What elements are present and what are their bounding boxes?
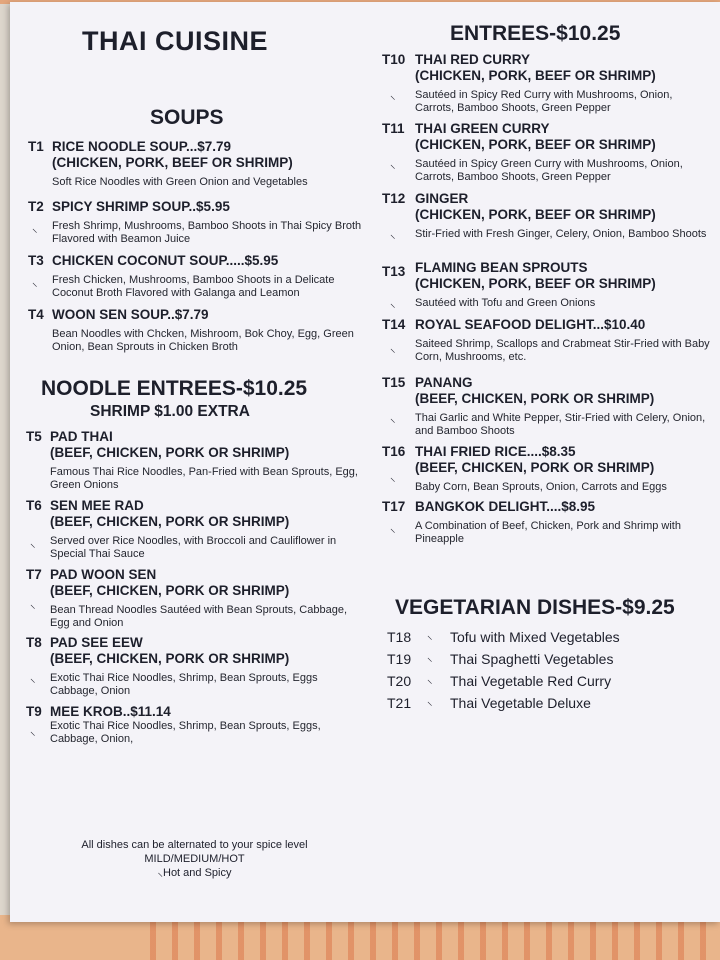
item-description: Sautéed in Spicy Red Curry with Mushrooms, Onion, Carrots, Bamboo Shoots, Green Pepper — [415, 89, 673, 114]
item-code: T18 — [387, 629, 412, 645]
item-options: (CHICKEN, PORK, BEEF OR SHRIMP) — [415, 276, 656, 291]
item-code: T5 — [26, 429, 42, 444]
item-name: THAI RED CURRY — [415, 52, 531, 67]
item-code: T12 — [382, 191, 406, 206]
item-description: Famous Thai Rice Noodles, Pan-Fried with Bean Sprouts, Egg, Green Onions — [50, 466, 358, 491]
chili-icon: ⸜ — [390, 298, 396, 310]
item-description: Exotic Thai Rice Noodles, Shrimp, Bean Sprouts, Eggs Cabbage, Onion — [50, 672, 318, 697]
menu-item-t11 — [382, 121, 712, 184]
chili-icon: ⸜ — [390, 413, 396, 425]
item-code: T3 — [28, 253, 44, 268]
menu-item-t14 — [382, 317, 712, 364]
menu-item-t4 — [28, 307, 358, 354]
item-name: SPICY SHRIMP SOUP..$5.95 — [52, 199, 230, 214]
item-name: GINGER — [415, 191, 469, 206]
item-name: PAD WOON SEN — [50, 567, 157, 582]
chili-icon: ⸜ — [427, 652, 433, 664]
item-description: Fresh Chicken, Mushrooms, Bamboo Shoots in a Delicate Coconut Broth Flavored with Galanga and Leamon — [52, 274, 335, 299]
chili-icon: ⸜ — [32, 223, 38, 235]
menu-item-t17 — [382, 499, 712, 546]
menu-item-t13 — [382, 260, 712, 310]
chili-icon: ⸜ — [427, 696, 433, 708]
item-options: (CHICKEN, PORK, BEEF OR SHRIMP) — [52, 155, 293, 170]
menu-sheet — [10, 2, 720, 922]
item-code: T21 — [387, 695, 412, 711]
chili-icon: ⸜ — [390, 523, 396, 535]
item-name: THAI FRIED RICE....$8.35 — [415, 444, 576, 459]
item-options: (BEEF, CHICKEN, PORK OR SHRIMP) — [50, 583, 290, 598]
spice-note-line: All dishes can be alternated to your spice level — [81, 839, 308, 851]
item-code: T8 — [26, 635, 42, 650]
chili-icon: ⸜ — [390, 229, 396, 241]
chili-icon: ⸜ — [30, 599, 36, 611]
item-options: (BEEF, CHICKEN, PORK OR SHRIMP) — [415, 460, 655, 475]
chili-icon: ⸜ — [30, 538, 36, 550]
item-options: (CHICKEN, PORK, BEEF OR SHRIMP) — [415, 137, 656, 152]
menu-item-t15 — [382, 375, 712, 438]
item-description: Bean Thread Noodles Sautéed with Bean Sprouts, Cabbage, Egg and Onion — [50, 604, 347, 629]
item-options: (BEEF, CHICKEN, PORK OR SHRIMP) — [50, 651, 290, 666]
item-description: A Combination of Beef, Chicken, Pork and Shrimp with Pineapple — [415, 520, 681, 545]
chili-icon: ⸜ — [427, 630, 433, 642]
item-code: T6 — [26, 498, 42, 513]
chili-icon: ⸜ — [427, 674, 433, 686]
item-options: (CHICKEN, PORK, BEEF OR SHRIMP) — [415, 207, 656, 222]
chili-icon: ⸜ — [390, 343, 396, 355]
menu-item-t9 — [26, 704, 366, 746]
item-code: T20 — [387, 673, 412, 689]
spice-level-note — [72, 838, 317, 880]
item-name: PANANG — [415, 375, 473, 390]
item-name: BANGKOK DELIGHT....$8.95 — [415, 499, 596, 514]
item-name: FLAMING BEAN SPROUTS — [415, 260, 588, 275]
hot-and-spicy-legend: ⸜Hot and Spicy — [157, 867, 232, 879]
item-description: Soft Rice Noodles with Green Onion and Vegetables — [52, 176, 308, 188]
item-code: T1 — [28, 139, 44, 154]
item-name: RICE NOODLE SOUP...$7.79 — [52, 139, 232, 154]
menu-item-t5 — [26, 429, 366, 492]
item-name: Thai Spaghetti Vegetables — [450, 651, 614, 667]
item-description: Baby Corn, Bean Sprouts, Onion, Carrots and Eggs — [415, 481, 667, 493]
item-code: T14 — [382, 317, 406, 332]
menu-item-t16 — [382, 444, 712, 494]
item-options: (BEEF, CHICKEN, PORK OR SHRIMP) — [415, 391, 655, 406]
item-name: SEN MEE RAD — [50, 498, 144, 513]
item-code: T2 — [28, 199, 44, 214]
item-code: T9 — [26, 704, 42, 719]
item-description: Sautéed in Spicy Green Curry with Mushrooms, Onion, Carrots, Bamboo Shoots, Green Pepper — [415, 158, 683, 183]
chili-icon: ⸜ — [390, 159, 396, 171]
spice-levels: MILD/MEDIUM/HOT — [144, 853, 245, 865]
item-name: ROYAL SEAFOOD DELIGHT...$10.40 — [415, 317, 646, 332]
item-code: T19 — [387, 651, 412, 667]
chili-icon: ⸜ — [390, 472, 396, 484]
item-name: CHICKEN COCONUT SOUP.....$5.95 — [52, 253, 279, 268]
item-description: Fresh Shrimp, Mushrooms, Bamboo Shoots in Thai Spicy Broth Flavored with Beamon Juice — [52, 220, 362, 245]
item-name: PAD THAI — [50, 429, 113, 444]
item-code: T4 — [28, 307, 44, 322]
item-options: (BEEF, CHICKEN, PORK OR SHRIMP) — [50, 445, 290, 460]
menu-item-t8 — [26, 635, 366, 698]
item-options: (BEEF, CHICKEN, PORK OR SHRIMP) — [50, 514, 290, 529]
shrimp-extra-note: SHRIMP $1.00 EXTRA — [90, 403, 250, 420]
item-description: Served over Rice Noodles, with Broccoli and Cauliflower in Special Thai Sauce — [50, 535, 337, 560]
item-description: Exotic Thai Rice Noodles, Shrimp, Bean Sprouts, Eggs, Cabbage, Onion, — [50, 720, 321, 745]
item-name: Thai Vegetable Deluxe — [450, 695, 591, 711]
vegetarian-heading: VEGETARIAN DISHES-$9.25 — [395, 596, 675, 619]
item-description: Saiteed Shrimp, Scallops and Crabmeat Stir-Fried with Baby Corn, Mushrooms, etc. — [415, 338, 710, 363]
chili-icon: ⸜ — [390, 90, 396, 102]
menu-item-t2 — [28, 199, 363, 246]
item-code: T13 — [382, 264, 406, 279]
item-code: T15 — [382, 375, 406, 390]
item-code: T16 — [382, 444, 406, 459]
chili-icon: ⸜ — [32, 277, 38, 289]
item-name: PAD SEE EEW — [50, 635, 143, 650]
item-code: T10 — [382, 52, 406, 67]
menu-title: THAI CUISINE — [82, 26, 269, 56]
item-code: T7 — [26, 567, 42, 582]
item-name: THAI GREEN CURRY — [415, 121, 550, 136]
menu-item-t6 — [26, 498, 366, 561]
item-description: Bean Noodles with Chcken, Mishroom, Bok Choy, Egg, Green Onion, Bean Sprouts in Chicken Broth — [52, 328, 354, 353]
chili-icon: ⸜ — [30, 673, 36, 685]
menu-item-t10 — [382, 52, 712, 115]
chili-icon: ⸜ — [157, 867, 163, 879]
item-name: MEE KROB..$11.14 — [50, 704, 171, 719]
item-name: Thai Vegetable Red Curry — [450, 673, 612, 689]
item-description: Sautéed with Tofu and Green Onions — [415, 297, 596, 309]
menu-item-t7 — [26, 567, 366, 630]
item-code: T17 — [382, 499, 406, 514]
menu-item-t3 — [28, 253, 363, 300]
menu-item-t12 — [382, 191, 712, 241]
soups-heading: SOUPS — [150, 106, 224, 129]
item-name: WOON SEN SOUP..$7.79 — [52, 307, 209, 322]
item-description: Stir-Fried with Fresh Ginger, Celery, Onion, Bamboo Shoots — [415, 228, 707, 240]
item-code: T11 — [382, 121, 405, 136]
item-options: (CHICKEN, PORK, BEEF OR SHRIMP) — [415, 68, 656, 83]
chili-icon: ⸜ — [30, 726, 36, 738]
entrees-heading: ENTREES-$10.25 — [450, 22, 621, 45]
item-name: Tofu with Mixed Vegetables — [450, 629, 620, 645]
item-description: Thai Garlic and White Pepper, Stir-Fried with Celery, Onion, and Bamboo Shoots — [415, 412, 706, 437]
menu-item-t1 — [28, 139, 358, 189]
noodle-entrees-heading: NOODLE ENTREES-$10.25 — [41, 377, 308, 400]
